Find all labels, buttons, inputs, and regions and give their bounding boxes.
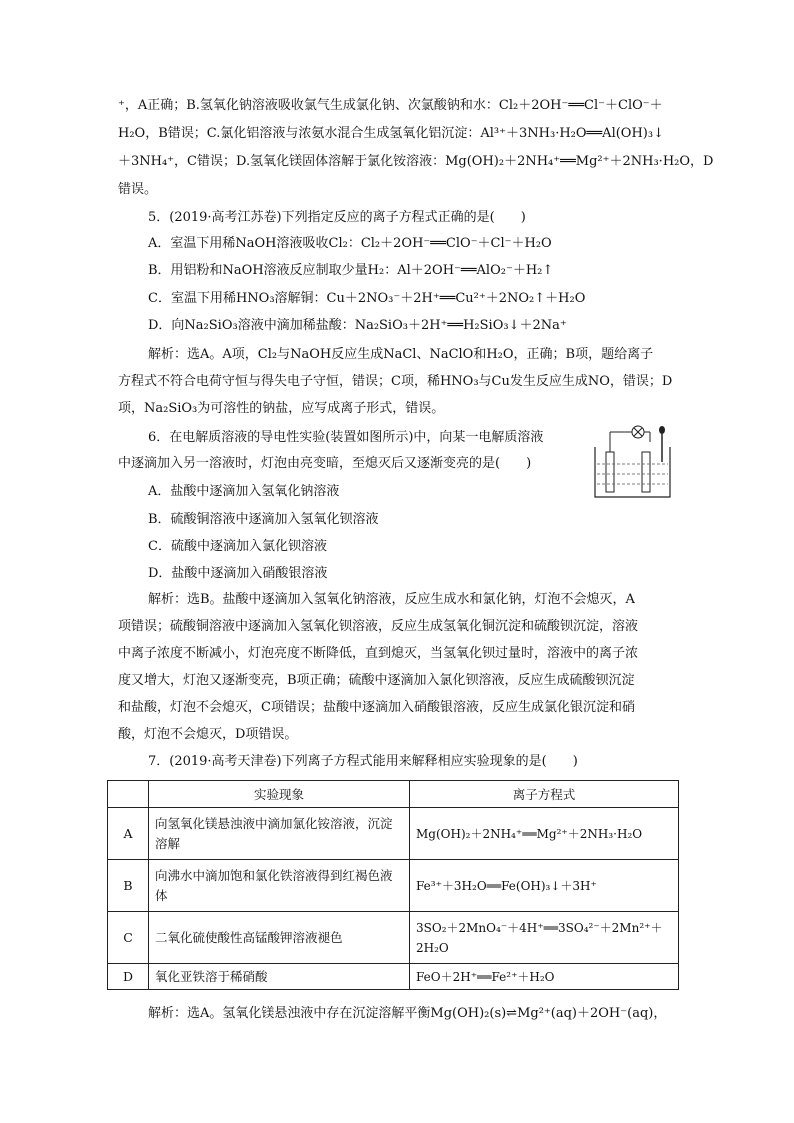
equation-cell: Fe³⁺＋3H₂O══Fe(OH)₃↓＋3H⁺	[410, 860, 679, 912]
answer-6: 解析：选B。盐酸中逐滴加入氢氧化钠溶液，反应生成水和氯化钠，灯泡不会熄灭，A	[148, 592, 635, 607]
equation-cell: Mg(OH)₂＋2NH₄⁺══Mg²⁺＋2NH₃·H₂O	[410, 808, 679, 860]
answer-5: 项，Na₂SiO₃为可溶性的钠盐，应写成离子形式，错误。	[118, 401, 445, 416]
question-6-option-d: D．盐酸中逐滴加入硝酸银溶液	[148, 566, 328, 581]
table-row	[108, 912, 679, 964]
equation-cell: FeO＋2H⁺══Fe²⁺＋H₂O	[410, 964, 679, 990]
row-label: D	[108, 964, 149, 990]
question-6-option-b: B．硫酸铜溶液中逐滴加入氢氧化钡溶液	[148, 512, 379, 527]
question-6-option-a: A．盐酸中逐滴加入氢氧化钠溶液	[148, 484, 340, 499]
row-label: A	[108, 808, 149, 860]
table-header	[108, 781, 149, 808]
answer-7: 解析：选A。氢氧化镁悬浊液中存在沉淀溶解平衡Mg(OH)₂(s)⇌Mg²⁺(aq)＋2OH⁻(aq)，	[148, 1006, 667, 1021]
answer-6: 中离子浓度不断减小，灯泡亮度不断降低，直到熄灭，当氢氧化钡过量时，溶液中的离子浓	[118, 646, 639, 661]
phenomenon-cell: 氧化亚铁溶于稀硝酸	[149, 964, 410, 990]
table-header: 实验现象	[149, 781, 410, 808]
answer-6: 和盐酸，灯泡不会熄灭，C项错误；盐酸中逐滴加入硝酸银溶液，反应生成氯化银沉淀和硝	[118, 700, 635, 715]
reaction-table	[107, 780, 679, 990]
answer-6: 项错误；硫酸铜溶液中逐滴加入氢氧化钡溶液，反应生成氢氧化铜沉淀和硫酸钡沉淀，溶液	[118, 619, 639, 634]
text-line: ＋3NH₄⁺，C错误；D.氢氧化镁固体溶解于氯化铵溶液：Mg(OH)₂＋2NH₄⁺══Mg²⁺＋2NH₃·H₂O，D	[118, 154, 714, 169]
text-line: H₂O，B错误；C.氯化铝溶液与浓氨水混合生成氢氧化铝沉淀：Al³⁺＋3NH₃·H₂O══Al(OH)₃↓	[118, 126, 664, 141]
question-5-option-c: C．室温下用稀HNO₃溶解铜：Cu＋2NO₃⁻＋2H⁺══Cu²⁺＋2NO₂↑＋H₂O	[148, 291, 586, 306]
equation-cell: 3SO₂＋2MnO₄⁻＋4H⁺══3SO₄²⁻＋2Mn²⁺＋2H₂O	[410, 912, 679, 964]
phenomenon-cell: 向氢氧化镁悬浊液中滴加氯化铵溶液，沉淀溶解	[149, 808, 410, 860]
question-5-option-b: B．用铝粉和NaOH溶液反应制取少量H₂：Al＋2OH⁻══AlO₂⁻＋H₂↑	[148, 263, 554, 278]
answer-6: 度又增大，灯泡又逐渐变亮，B项正确；硫酸中逐滴加入氯化钡溶液，反应生成硫酸钡沉淀	[118, 673, 635, 688]
text-line: 错误。	[118, 182, 158, 197]
answer-6: 酸，灯泡不会熄灭，D项错误。	[118, 727, 298, 742]
question-5-option-a: A．室温下用稀NaOH溶液吸收Cl₂：Cl₂＋2OH⁻══ClO⁻＋Cl⁻＋H₂O	[148, 236, 552, 251]
table-row	[108, 964, 679, 990]
conductivity-apparatus-figure	[590, 422, 680, 502]
table-row	[108, 860, 679, 912]
text-line: ⁺，A正确；B.氢氧化钠溶液吸收氯气生成氯化钠、次氯酸钠和水：Cl₂＋2OH⁻══Cl⁻＋ClO⁻＋	[118, 98, 663, 113]
row-label: C	[108, 912, 149, 964]
row-label: B	[108, 860, 149, 912]
phenomenon-cell: 二氧化硫使酸性高锰酸钾溶液褪色	[149, 912, 410, 964]
question-5-option-d: D．向Na₂SiO₃溶液中滴加稀盐酸：Na₂SiO₃＋2H⁺══H₂SiO₃↓＋2Na⁺	[148, 318, 567, 333]
question-5: 5．(2019·高考江苏卷)下列指定反应的离子方程式正确的是( )	[148, 210, 526, 225]
table-header: 离子方程式	[410, 781, 679, 808]
answer-5: 方程式不符合电荷守恒与得失电子守恒，错误；C项，稀HNO₃与Cu发生反应生成NO，错误；D	[118, 374, 673, 389]
table-header-row	[108, 781, 679, 808]
question-6-option-c: C．硫酸中逐滴加入氯化钡溶液	[148, 539, 327, 554]
question-6: 中逐滴加入另一溶液时，灯泡由亮变暗，至熄灭后又逐渐变亮的是( )	[118, 456, 532, 471]
answer-5: 解析：选A。A项，Cl₂与NaOH反应生成NaCl、NaClO和H₂O，正确；B项，题给离子	[148, 347, 654, 362]
question-7: 7．(2019·高考天津卷)下列离子方程式能用来解释相应实验现象的是( )	[148, 754, 578, 769]
table-row	[108, 808, 679, 860]
phenomenon-cell: 向沸水中滴加饱和氯化铁溶液得到红褐色液体	[149, 860, 410, 912]
question-6: 6．在电解质溶液的导电性实验(装置如图所示)中，向某一电解质溶液	[148, 430, 544, 445]
